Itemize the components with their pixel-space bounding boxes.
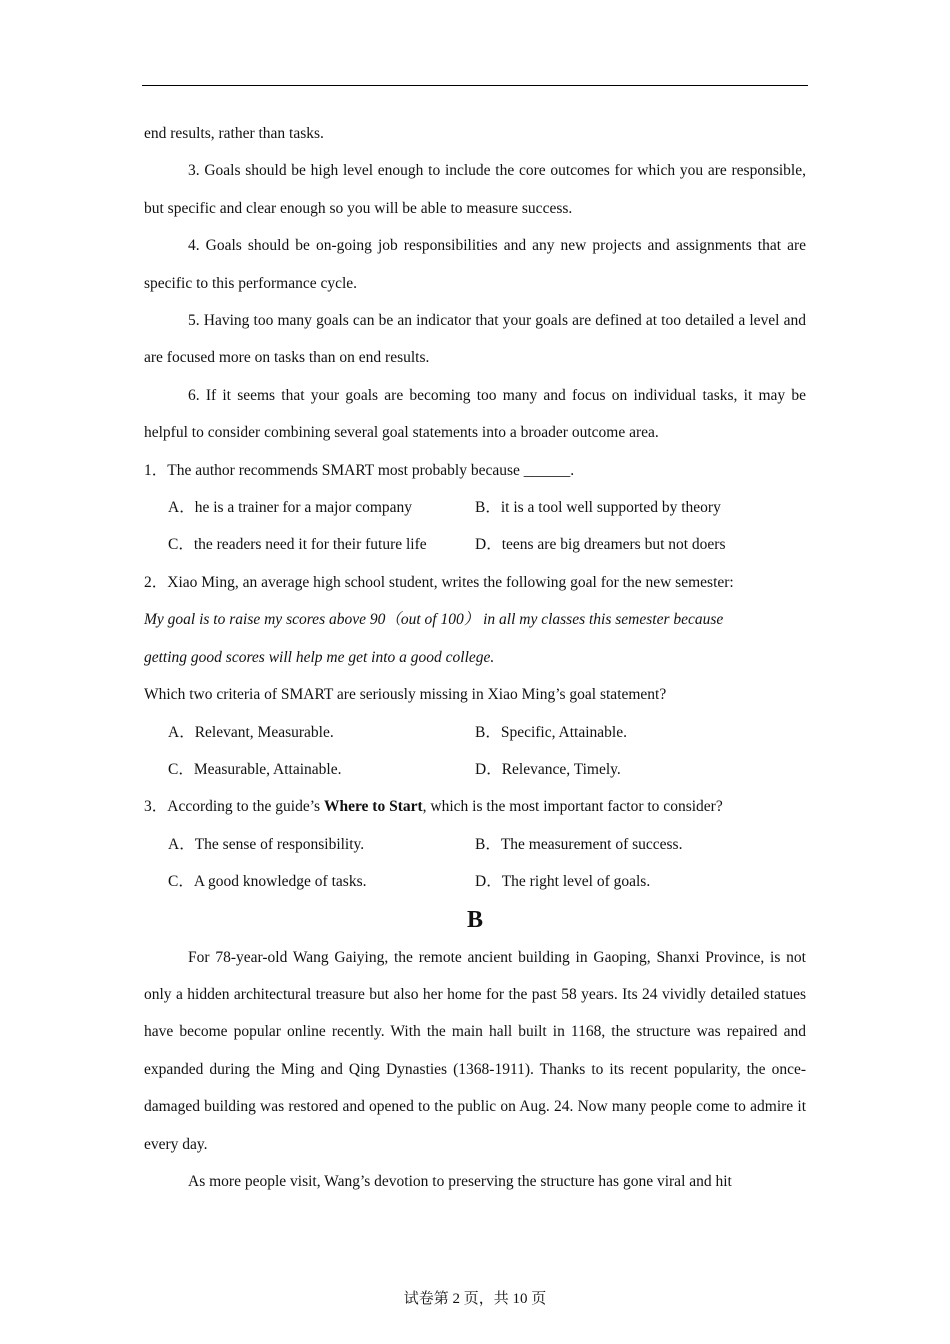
question-3-option-d[interactable]: D．The right level of goals. <box>475 873 651 891</box>
section-b-paragraph-1: For 78-year-old Wang Gaiying, the remote ancient building in Gaoping, Shanxi Province, is not only a hidden architectural treasure but also her home for the past 58 years. Its 24 vividly detailed statues have become popular online recently. With the main hall built in 1168, the structure was repaired and expanded during the Ming and Qing Dynasties (1368-1911). Thanks to its recent popularity, the once-damaged building was restored and opened to the public on Aug. 24. Now many people come to admire it every day. <box>144 948 806 1153</box>
question-2-option-a[interactable]: A．Relevant, Measurable. <box>168 723 334 741</box>
question-2-quote-line-2: getting good scores will help me get into a good college. <box>144 648 495 666</box>
question-2-option-d[interactable]: D．Relevance, Timely. <box>475 760 621 778</box>
question-2-option-c[interactable]: C．Measurable, Attainable. <box>168 760 342 778</box>
guideline-3: 3. Goals should be high level enough to include the core outcomes for which you are responsible, but specific and clear enough so you will be able to measure success. <box>144 162 806 217</box>
question-3-option-b[interactable]: B．The measurement of success. <box>475 835 683 853</box>
question-1-options <box>144 489 806 564</box>
question-2-stem: 2．Xiao Ming, an average high school student, writes the following goal for the new semester: <box>144 573 734 591</box>
question-1-option-c[interactable]: C．the readers need it for their future life <box>168 536 427 554</box>
paragraph-tail: end results, rather than tasks. <box>144 125 324 142</box>
section-b-paragraph-2: As more people visit, Wang’s devotion to preserving the structure has gone viral and hit <box>188 1172 732 1190</box>
question-3-option-a[interactable]: A．The sense of responsibility. <box>168 835 365 853</box>
question-3-options <box>144 826 806 901</box>
page-footer: 试卷第 2 页，共 10 页 <box>403 1291 547 1307</box>
page-content <box>144 115 806 1200</box>
question-1-option-a[interactable]: A．he is a trainer for a major company <box>168 499 413 517</box>
question-1-option-b[interactable]: B．it is a tool well supported by theory <box>475 499 721 517</box>
header-rule <box>142 85 808 86</box>
question-3-stem-before: 3．According to the guide’s <box>144 798 324 816</box>
question-3-stem-after: , which is the most important factor to consider? <box>422 798 723 816</box>
question-1-stem: 1．The author recommends SMART most probably because ______. <box>144 461 575 479</box>
question-3-option-c[interactable]: C．A good knowledge of tasks. <box>168 873 367 891</box>
question-2-followup: Which two criteria of SMART are seriously missing in Xiao Ming’s goal statement? <box>144 686 667 704</box>
guideline-4: 4. Goals should be on-going job responsibilities and any new projects and assignments that are specific to this performance cycle. <box>144 237 806 292</box>
guideline-5: 5. Having too many goals can be an indicator that your goals are defined at too detailed a level and are focused more on tasks than on end results. <box>144 312 806 367</box>
question-1-option-d[interactable]: D．teens are big dreamers but not doers <box>475 536 726 554</box>
question-3-stem-bold: Where to Start <box>323 798 423 816</box>
question-2-options <box>144 714 806 789</box>
question-2-quote-line-1: My goal is to raise my scores above 90（out of 100） in all my classes this semester because <box>144 611 724 629</box>
question-2-option-b[interactable]: B．Specific, Attainable. <box>475 723 627 741</box>
guideline-6: 6. If it seems that your goals are becoming too many and focus on individual tasks, it may be helpful to consider combining several goal statements into a broader outcome area. <box>144 386 806 442</box>
section-b-heading: B <box>466 906 483 933</box>
question-3-stem <box>144 788 806 825</box>
